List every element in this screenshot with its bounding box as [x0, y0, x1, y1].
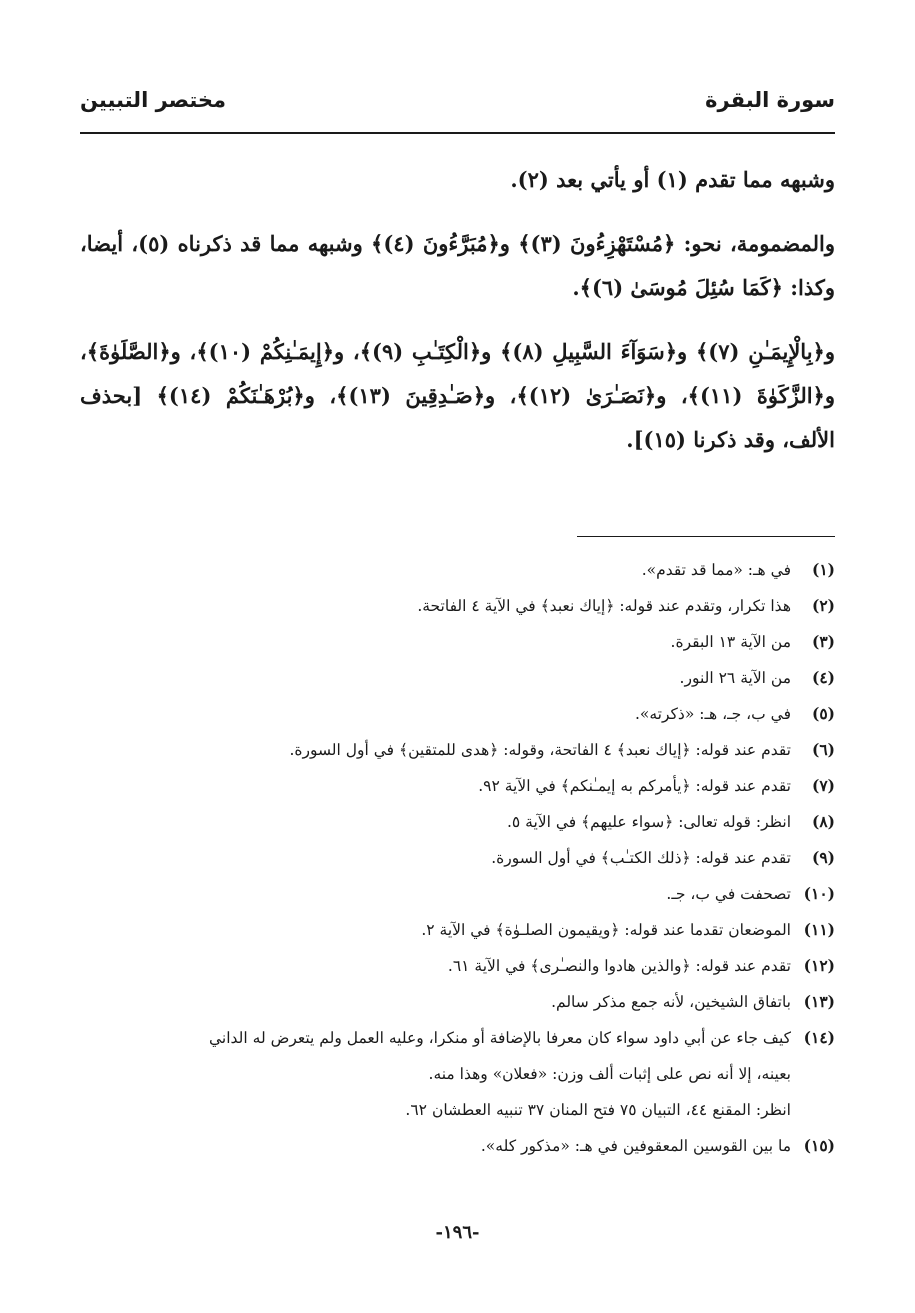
main-paragraph: والمضمومة، نحو: ﴿مُسْتَهْزِءُونَ (٣)﴾ و﴿مُبَرَّءُونَ (٤)﴾ وشبهه مما قد ذكرناه (٥)، أيضا، وكذا: ﴿كَمَا سُئِلَ مُوسَىٰ (٦)﴾. [80, 231, 836, 300]
footnote [80, 876, 835, 912]
footnote-number: (٧) [811, 776, 835, 795]
footnote-number: (١٤) [803, 1028, 835, 1047]
footnote-text: كيف جاء عن أبي داود سواء كان معرفا بالإضافة أو منكرا، وعليه العمل ولم يتعرض له الداني [209, 1029, 791, 1047]
footnote-text: تقدم عند قوله: ﴿والذين هادوا والنصـٰرى﴾ في الآية ٦١. [447, 957, 791, 975]
footnote-number: (٢) [811, 596, 835, 615]
footnote-number: (٤) [811, 668, 835, 687]
footnote [80, 660, 835, 696]
page-number: -١٩٦- [435, 1222, 480, 1243]
footnote-text: باتفاق الشيخين، لأنه جمع مذكر سالم. [551, 993, 791, 1011]
footnote-text: في ب، جـ، هـ: «ذكرته». [634, 705, 791, 723]
footnote [80, 912, 835, 948]
main-paragraph: وشبهه مما تقدم (١) أو يأتي بعد (٢). [510, 167, 835, 192]
footnote-number: (١) [811, 560, 835, 579]
footnote-text: تقدم عند قوله: ﴿إياك نعبد﴾ ٤ الفاتحة، وقوله: ﴿هدى للمتقين﴾ في أول السورة. [289, 741, 791, 759]
surah-title: سورة البقرة [705, 88, 835, 112]
footnote-number: (١٥) [803, 1136, 835, 1155]
footnote [80, 804, 835, 840]
footnote-number: (١١) [803, 920, 835, 939]
footnote-text: من الآية ٢٦ النور. [679, 669, 791, 687]
footnote-number: (٥) [811, 704, 835, 723]
footnote-number: (٦) [811, 740, 835, 759]
footnote-text: ما بين القوسين المعقوفين في هـ: «مذكور كله». [480, 1137, 791, 1155]
footnote-number: (١٠) [803, 884, 835, 903]
footnote-text: هذا تكرار، وتقدم عند قوله: ﴿إياك نعبد﴾ في الآية ٤ الفاتحة. [417, 597, 791, 615]
footnotes [80, 552, 835, 1164]
footnote [80, 732, 835, 768]
footnote-text: في هـ: «مما قد تقدم». [641, 561, 791, 579]
footnote-text: تصحفت في ب، جـ. [666, 885, 791, 903]
footnote [80, 552, 835, 588]
footnote-text: بعينه، إلا أنه نص على إثبات ألف وزن: «فعلان» وهذا منه. [428, 1065, 791, 1083]
main-text [80, 158, 835, 482]
footnote [80, 768, 835, 804]
footnote [80, 984, 835, 1020]
main-paragraph: و﴿بِالْإِيمَـٰنِ (٧)﴾ و﴿سَوَآءَ السَّبِيلِ (٨)﴾ و﴿الْكِتَـٰبِ (٩)﴾، و﴿إِيمَـٰنِكُمْ (١٠)﴾، و﴿الصَّلَوٰةَ﴾، و﴿الزَّكَوٰةَ (١١)﴾، و﴿نَصَـٰرَىٰ (١٢)﴾، و﴿صَـٰدِقِينَ (١٣)﴾، و﴿بُرْهَـٰنَكُمْ (١٤)﴾ [بحذف الألف، وقد ذكرنا (١٥)]. [80, 339, 835, 452]
footnote [80, 1128, 835, 1164]
footnote-number: (١٢) [803, 956, 835, 975]
footnote-text: انظر: قوله تعالى: ﴿سواء عليهم﴾ في الآية ٥. [506, 813, 791, 831]
footnote-text: من الآية ١٣ البقرة. [670, 633, 791, 651]
footnote-text: تقدم عند قوله: ﴿ذلك الكتـٰب﴾ في أول السورة. [491, 849, 791, 867]
footnote [80, 840, 835, 876]
book-title: مختصر التبيين [80, 88, 227, 112]
footnote [80, 588, 835, 624]
footnote-number: (١٣) [803, 992, 835, 1011]
footnote [80, 624, 835, 660]
footnote-number: (٣) [811, 632, 835, 651]
header-divider [80, 132, 835, 134]
page-header [80, 88, 835, 128]
footnote [80, 696, 835, 732]
footnote-text: الموضعان تقدما عند قوله: ﴿ويقيمون الصلـوٰة﴾ في الآية ٢. [421, 921, 791, 939]
footnote-number: (٨) [811, 812, 835, 831]
footnote [80, 948, 835, 984]
footnote-divider [577, 536, 835, 537]
footnote-number: (٩) [811, 848, 835, 867]
footnote-text: انظر: المقنع ٤٤، التبيان ٧٥ فتح المنان ٣٧ تنبيه العطشان ٦٢. [405, 1101, 791, 1119]
footnote-text: تقدم عند قوله: ﴿يأمركم به إيمـٰنكم﴾ في الآية ٩٢. [478, 777, 791, 795]
footnote [80, 1020, 835, 1128]
